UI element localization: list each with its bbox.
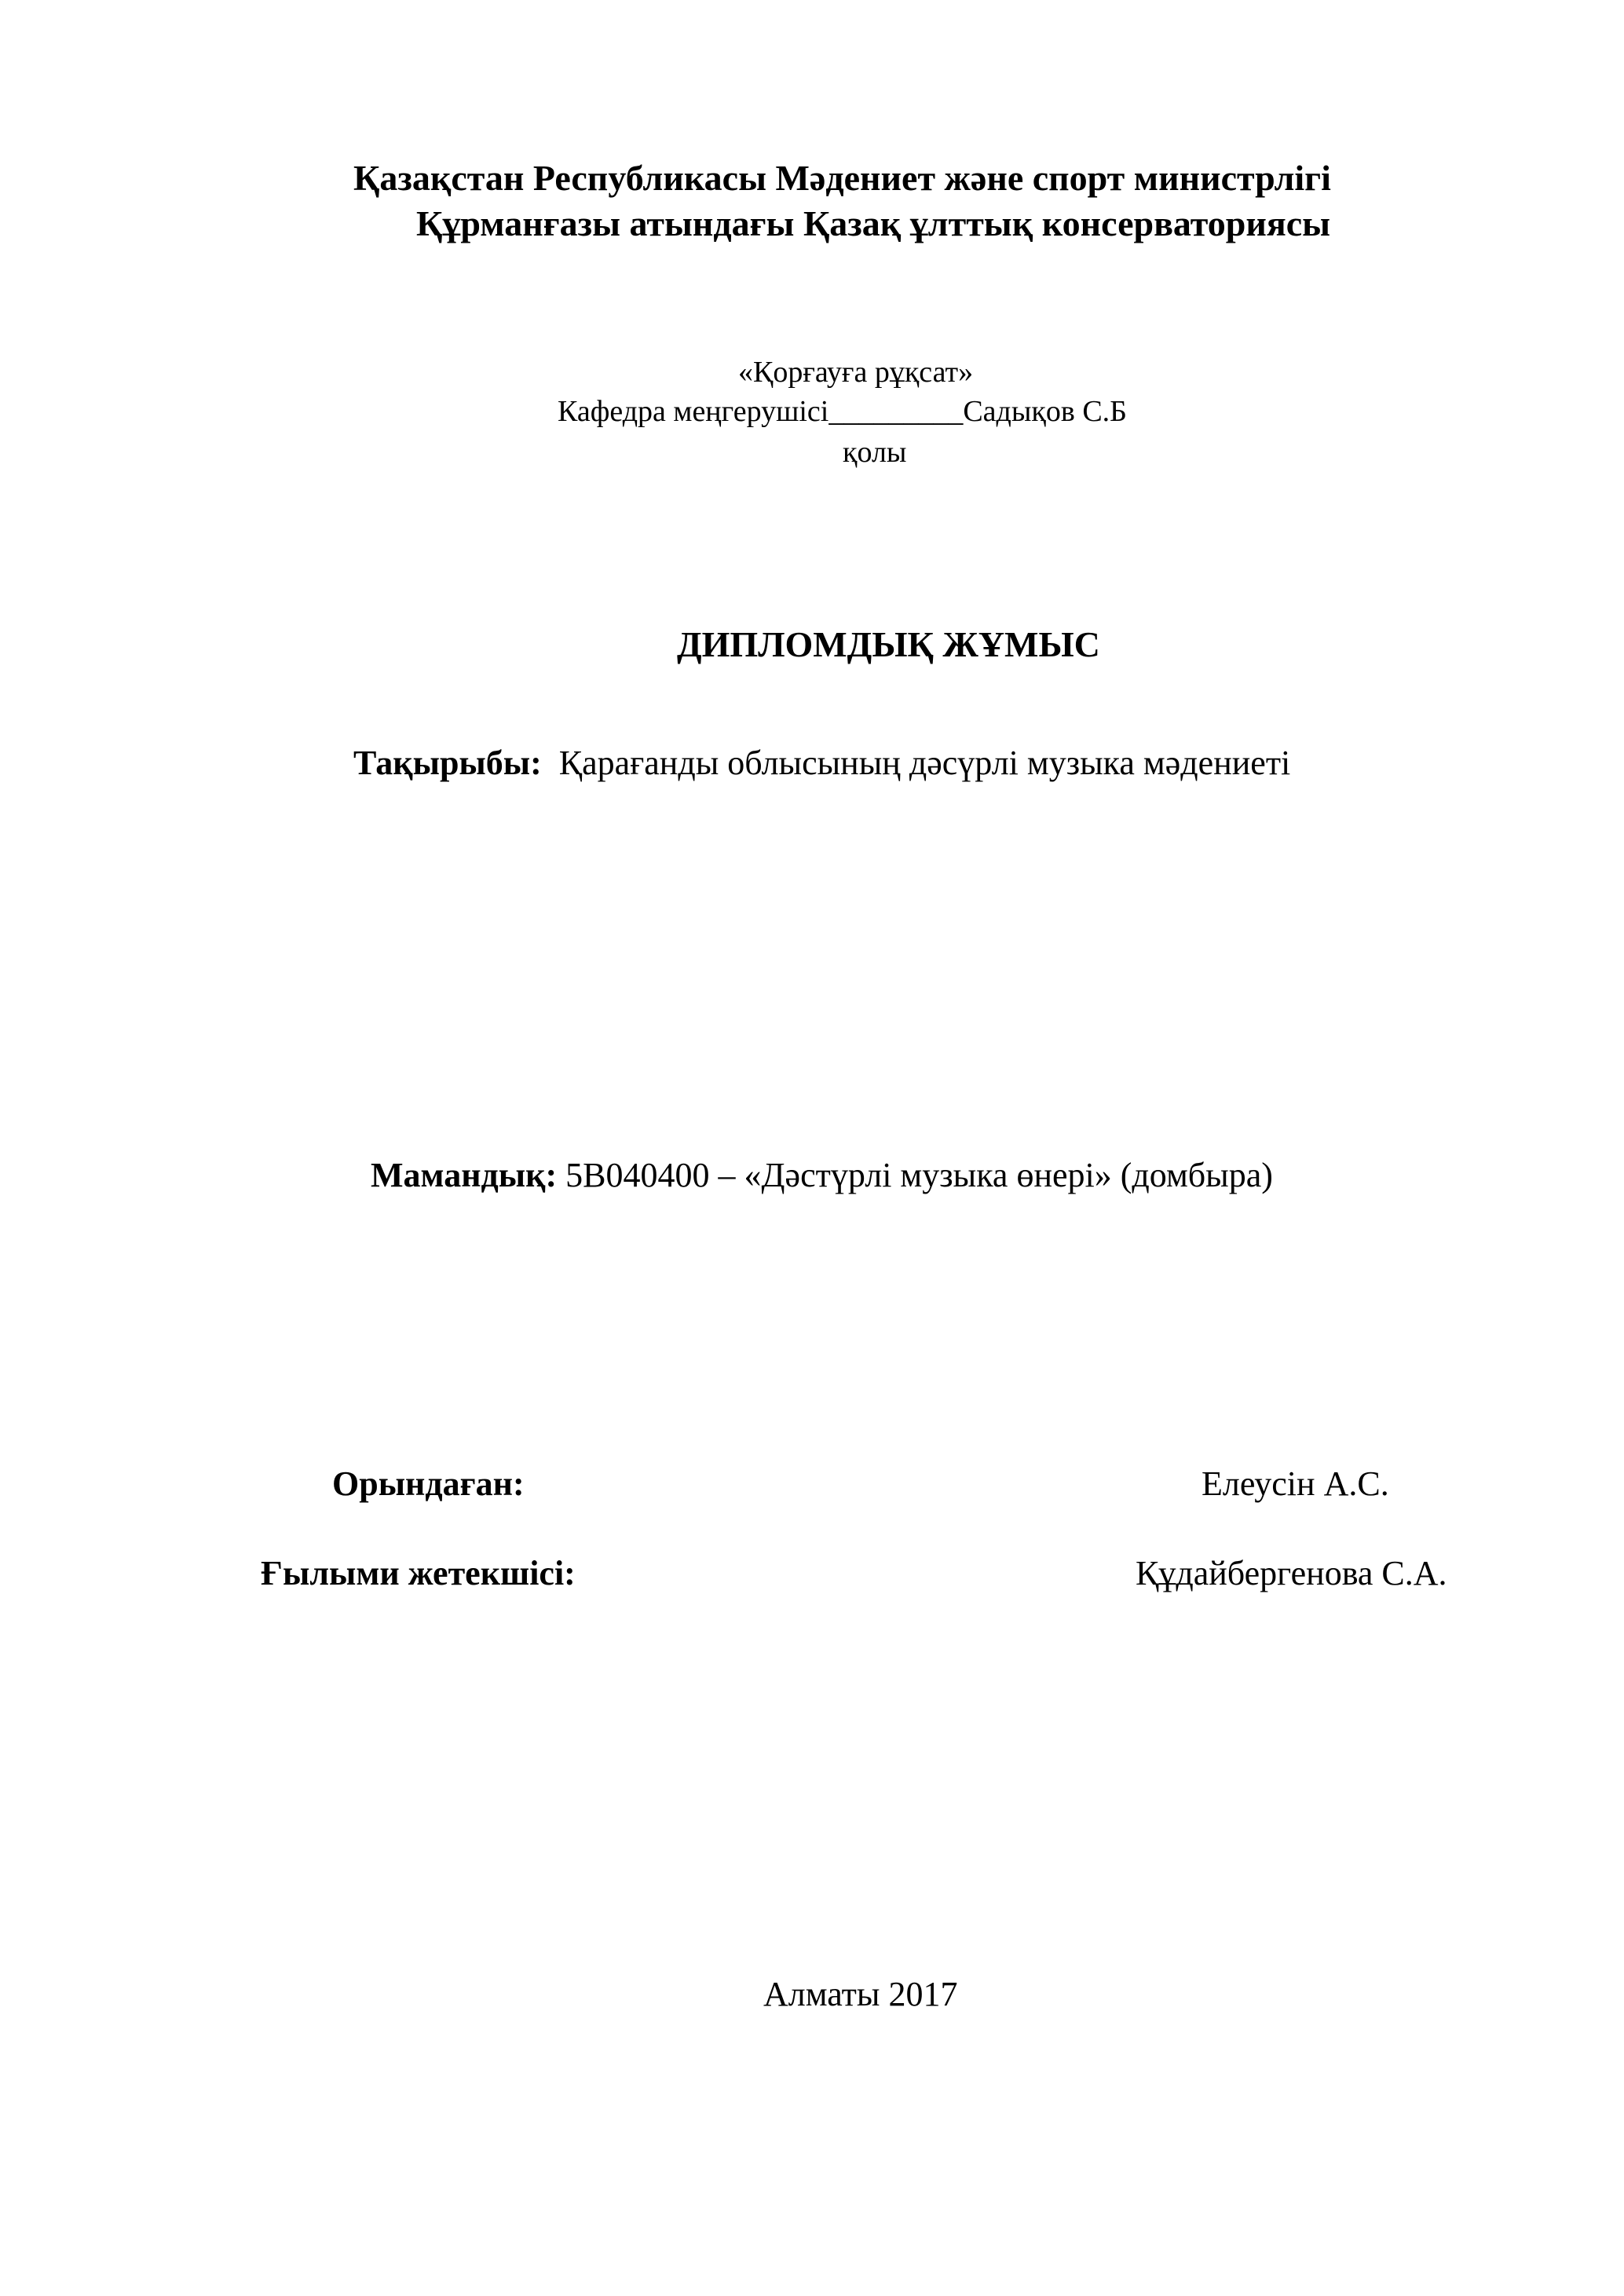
- document-title: ДИПЛОМДЫҚ ЖҰМЫС: [677, 624, 1100, 664]
- specialty-value: 5В040400 – «Дәстүрлі музыка өнері» (домбыра): [565, 1156, 1273, 1194]
- signature-caption: қолы: [843, 436, 907, 469]
- institution-heading: Құрманғазы атындағы Қазақ ұлттық консерваториясы: [416, 203, 1331, 243]
- topic-label: Тақырыбы:: [353, 744, 542, 782]
- supervisor-label: Ғылыми жетекшісі:: [261, 1554, 576, 1592]
- ministry-heading: Қазақстан Республикасы Мәдениет және спорт министрлігі: [353, 158, 1331, 198]
- department-head-line: Кафедра меңгерушісі_________Садықов С.Б: [558, 395, 1127, 428]
- city-year: Алматы 2017: [763, 1975, 958, 2013]
- topic-line: [353, 746, 1290, 781]
- performer-name: Елеусін А.С.: [1202, 1464, 1389, 1503]
- performer-label: Орындаған:: [332, 1464, 525, 1503]
- supervisor-name: Құдайбергенова С.А.: [1136, 1554, 1447, 1592]
- topic-value: Қарағанды облысының дәсүрлі музыка мәдениеті: [558, 744, 1291, 782]
- specialty-label: Мамандық:: [371, 1156, 558, 1194]
- specialty-line: [371, 1158, 1273, 1193]
- approval-title: «Қорғауға рұқсат»: [738, 356, 974, 389]
